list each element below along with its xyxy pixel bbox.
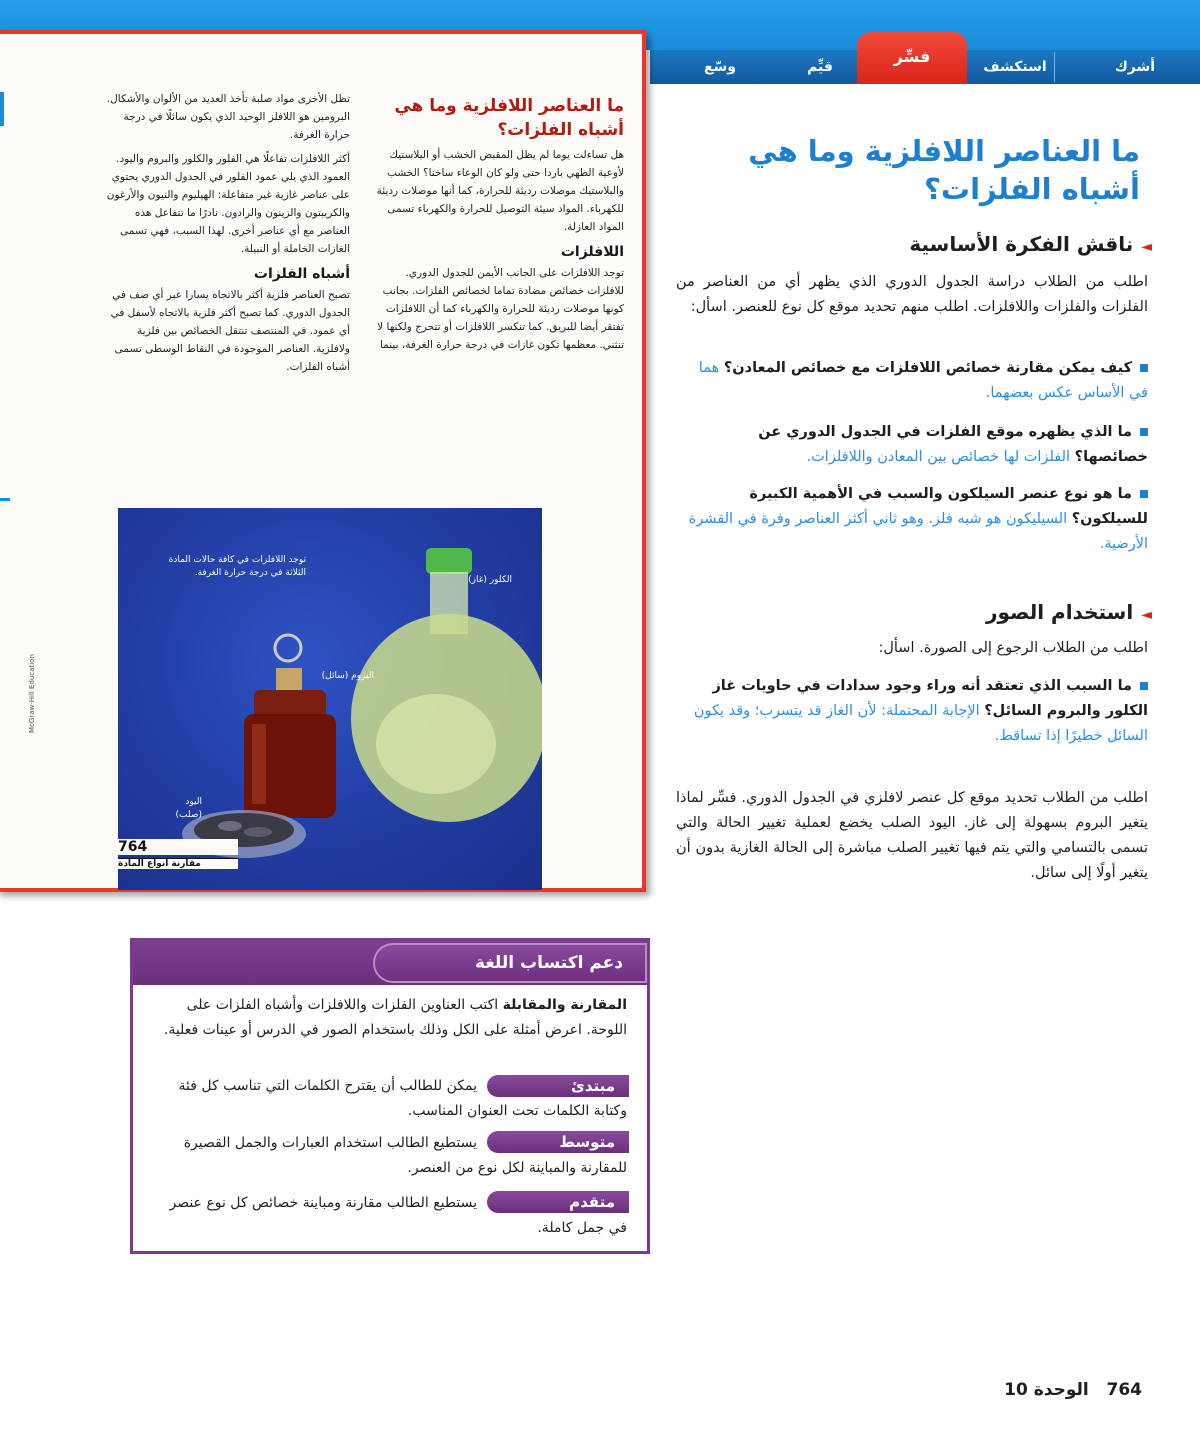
- student-page-section: مقارنة أنواع المادة: [118, 858, 238, 869]
- answer-text: هما في الأساس عكس بعضهما.: [698, 360, 1148, 401]
- label-bromine: البروم (سائل): [321, 671, 374, 681]
- question-item: ما السبب الذي تعتقد أنه وراء وجود سدادات في حاويات غاز الكلور والبروم السائل؟ الإجابة المحتملة: لأن الغاز قد يتسرب؛ وقد يكون السائل خطيرًا إذا تساقط.: [693, 678, 1148, 744]
- level-beginner-text: يمكن للطالب أن يقترح الكلمات التي تناسب كل فئة وكتابة الكلمات تحت العنوان المناسب.: [178, 1078, 627, 1119]
- bullet-square-icon: [1140, 428, 1148, 436]
- nonmetals-text: توجد اللافلزات على الجانب الأيمن للجدول الدوري. للافلزات خصائص مضادة تماما لخصائص الفلزات. بجانب كونها موصلات رديئة للحرارة والكهرباء كما أن اللافلزات تفتقر أيضا للبريق. كما تنكسر اللافلزات أو تتحرج ولكنها لا تنثني. معظمها تكون غازات في درجة حرارة الغرفة، بينما: [377, 267, 624, 351]
- label-chlorine: الكلور (غاز): [468, 575, 512, 585]
- nonmetals-photo: [118, 508, 542, 890]
- answer-text: الفلزات لها خصائص بين المعادن واللافلزات.: [806, 449, 1071, 465]
- section-photos-body: اطلب من الطلاب الرجوع إلى الصورة. اسأل:: [878, 640, 1148, 656]
- teacher-title: ما العناصر اللافلزية وما هي أشباه الفلزات؟: [748, 134, 1140, 206]
- tab-explain-active[interactable]: فسِّر: [857, 32, 967, 84]
- level-advanced-text: يستطيع الطالب مقارنة ومباينة خصائص كل نوع عنصر في جمل كاملة.: [169, 1195, 627, 1236]
- footer-unit: الوحدة 10: [1004, 1380, 1089, 1400]
- language-support-title: دعم اكتساب اللغة: [475, 953, 623, 973]
- intro-text: اكتب العناوين الفلزات واللافلزات وأشباه الفلزات على اللوحة. اعرض أمثلة على الكل وذلك باستخدام الصور في الدرس أو عينات فعلية.: [163, 997, 627, 1038]
- level-advanced-badge: متقدم: [487, 1191, 629, 1213]
- bullet-square-icon: [1140, 364, 1148, 372]
- student-intro: هل تساءلت يوما لم يظل المقبض الخشب أو البلاستيك لأوعية الطهي باردا حتى ولو كان الوعاء ساخنا؟ الخشب والبلاستيك موصلات رديئة للحرارة، كما أنها موصلات رديئة للكهرباء. المواد سيئة التوصيل للحرارة والكهرباء تسمى المواد العازلة.: [376, 149, 624, 233]
- section-photos-heading: ◄استخدام الصور: [985, 600, 1152, 624]
- level-intermediate-badge: متوسط: [487, 1131, 629, 1153]
- bullet-square-icon: [1140, 490, 1148, 498]
- metalloids-heading: أشباه الفلزات: [253, 266, 350, 282]
- answer-text: الإجابة المحتملة: لأن الغاز قد يتسرب؛ وقد يكون السائل خطيرًا إذا تساقط.: [693, 703, 1148, 744]
- tab-explore[interactable]: استكشف: [983, 59, 1047, 75]
- question-item: كيف يمكن مقارنة خصائص اللافلزات مع خصائص المعادن؟ هما في الأساس عكس بعضهما.: [698, 360, 1148, 401]
- nonmetals-heading: اللافلزات: [560, 244, 624, 260]
- label-iodine: اليود (صلب): [175, 797, 202, 820]
- page-edge-marker: [0, 92, 4, 126]
- tab-evaluate[interactable]: قيِّم: [807, 59, 833, 75]
- question-item: ما الذي يظهره موقع الفلزات في الجدول الدوري عن خصائصها؟ الفلزات لها خصائص بين المعادن واللافلزات.: [758, 424, 1148, 465]
- bullet-square-icon: [1140, 682, 1148, 690]
- photo-credit: McGraw-Hill Education: [28, 654, 36, 733]
- footer-page-number: 764: [1106, 1380, 1142, 1400]
- page-footer: [1004, 1380, 1142, 1400]
- photo-caption: توجد اللافلزات في كافة حالات المادة الثلاثة في درجة حرارة الغرفة.: [168, 555, 306, 578]
- question-item: ما هو نوع عنصر السيلكون والسبب في الأهمية الكبيرة للسيلكون؟ السيليكون هو شبه فلز. وهو ثاني أكثر العناصر وفرة في القشرة الأرضية.: [688, 486, 1148, 552]
- student-col-right: [376, 94, 624, 360]
- triangle-marker-icon: ◄: [1141, 607, 1152, 623]
- tab-divider: [1054, 52, 1055, 82]
- language-support-box: [130, 938, 650, 1254]
- metalloids-text: تصبح العناصر فلزية أكثر بالاتجاه يسارا عبر أي صف في الجدول الدوري. كما تصبح أكثر فلزية بالاتجاه لأسفل في أي عمود. في المنتصف تنتقل الخصائص بين فلزية ولافلزية. العناصر الموجودة في النقاط الوسطى تسمى أشباه الفلزات.: [110, 289, 350, 373]
- level-beginner-badge: مبتدئ: [487, 1075, 629, 1097]
- page-edge-tick: [0, 498, 10, 501]
- answer-text: السيليكون هو شبه فلز. وهو ثاني أكثر العناصر وفرة في القشرة الأرضية.: [688, 511, 1148, 552]
- student-page-number: 764: [118, 839, 238, 855]
- tab-extend[interactable]: وسّع: [703, 59, 737, 75]
- language-support-tab: [373, 943, 647, 983]
- intro-bold-label: المقارنة والمقابلة: [502, 997, 627, 1013]
- student-col2-p2: أكثر اللافلزات تفاعلًا هي الفلور والكلور والبروم واليود. العمود الذي يلي عمود الفلور في الجدول الدوري يحتوي على عناصر غازية غير متفاعلة: الهيليوم والنيون والأرغون والكريبتون والزينون والرادون. نادرًا ما تتفاعل هذه العناصر مع أي عناصر أخرى. لهذا السبب، فهي تسمى الغازات الخاملة أو النبيلة.: [106, 153, 350, 255]
- chlorine-flask: [351, 548, 542, 822]
- student-col2-p1: تظل الأخرى مواد صلبة تأخذ العديد من الألوان والأشكال. البرومين هو اللافلز الوحيد الذي يكون سائلًا في درجة حرارة الغرفة.: [106, 93, 350, 141]
- section-discuss-heading: ◄ناقش الفكرة الأساسية: [909, 232, 1152, 256]
- bromine-bottle: [244, 635, 336, 818]
- section-discuss-body: اطلب من الطلاب دراسة الجدول الدوري الذي يظهر أي من العناصر من الفلزات والفلزات واللافلزات. اطلب منهم تحديد موقع كل نوع للعنصر. اسأل:: [676, 274, 1148, 315]
- language-support-intro: [161, 993, 627, 1043]
- student-heading: ما العناصر اللافلزية وما هي أشباه الفلزات؟: [394, 96, 624, 140]
- level-intermediate-text: يستطيع الطالب استخدام العبارات والجمل القصيرة للمقارنة والمباينة لكل نوع من العنصر.: [183, 1135, 627, 1176]
- student-col-left: [106, 90, 350, 382]
- closing-paragraph: اطلب من الطلاب تحديد موقع كل عنصر لافلزي في الجدول الدوري. فسِّر لماذا يتغير البروم بسهولة إلى غاز. اليود الصلب يخضع لعملية تغيير الحالة والتي تسمى بالتسامي والتي يتم فيها تغيير الصلب مباشرة إلى الحالة الغازية بدون أن يتغير أولًا إلى سائل.: [676, 790, 1148, 881]
- tab-engage[interactable]: أشرك: [1114, 59, 1156, 75]
- triangle-marker-icon: ◄: [1141, 239, 1152, 255]
- language-support-header: [133, 941, 647, 985]
